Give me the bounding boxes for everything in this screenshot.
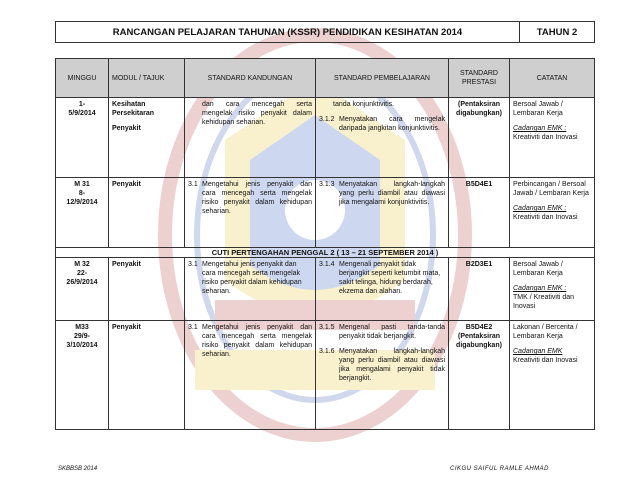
- performance-standard-cell: B5D4E2 (Pentaksiran digabungkan): [449, 321, 510, 429]
- learning-standard-cell: tanda konjunktivitis. 3.1.2 Menyatakan cara mengelak daripada jangkitan konjunktivitis.: [316, 98, 449, 177]
- week-cell: M 31 8- 12/9/2014: [56, 178, 109, 247]
- col-header-learning-standard: STANDARD PEMBELAJARAN: [316, 59, 449, 97]
- content-standard-cell: 3.1 Mengetahui jenis penyakit dan cara mencegah serta mengelak risiko penyakit dalam kehidupan seharian.: [185, 178, 316, 247]
- learning-standard-cell: 3.1.5 Mengenal pasti tanda-tanda penyakit tidak berjangkit. 3.1.6 Menyatakan langkah-langkah yang perlu diambil atau diawasi jika mengalami penyakit tidak berjangkit.: [316, 321, 449, 429]
- performance-standard-cell: B2D3E1: [449, 258, 510, 320]
- module-cell: Penyakit: [109, 178, 185, 247]
- col-header-performance-standard: STANDARD PRESTASI: [449, 59, 510, 97]
- notes-cell: Lakonan / Bercerita / Lembaran Kerja Cadangan EMK Kreativiti dan Inovasi: [513, 324, 578, 364]
- module-cell: Kesihatan Persekitaran Penyakit: [109, 98, 185, 177]
- lesson-plan-table: [55, 58, 595, 430]
- col-header-week: MINGGU: [56, 59, 109, 97]
- title-bar: [55, 21, 595, 43]
- table-row: [56, 178, 594, 248]
- performance-standard-cell: B5D4E1: [449, 178, 510, 247]
- content-standard-cell: 3.1 Mengetahui jenis penyakit dan cara mencegah serta mengelak risiko penyakit dalam kehidupan seharian.: [185, 258, 316, 320]
- week-cell: 1- 5/9/2014: [56, 98, 109, 177]
- table-row: [56, 321, 594, 429]
- learning-standard-cell: 3.1.3 Menyatakan langkah-langkah yang perlu diambil atau diawasi jika mengalami konjunktivitis.: [316, 178, 449, 247]
- footer-author: CIKGU SAIFUL RAMLE AHMAD: [450, 466, 550, 472]
- week-cell: M33 29/9- 3/10/2014: [56, 321, 109, 429]
- module-cell: Penyakit: [109, 258, 185, 320]
- learning-standard-cell: 3.1.4 Mengenali penyakit tidak berjangkit seperti ketumbit mata, sakit telinga, hidung berdarah, ekzema dan alahan.: [316, 258, 449, 320]
- performance-standard-cell: (Pentaksiran digabungkan): [449, 98, 510, 177]
- notes-cell: Bersoal Jawab / Lembaran Kerja Cadangan EMK : Kreativiti dan Inovasi: [513, 101, 578, 141]
- col-header-module: MODUL / TAJUK: [109, 59, 185, 97]
- module-cell: Penyakit: [109, 321, 185, 429]
- table-header-row: [56, 59, 594, 98]
- notes-cell: Bersoal Jawab / Lembaran Kerja Cadangan EMK : TMK / Kreativiti dan Inovasi: [513, 261, 575, 310]
- footer-school-code: SKBBSB 2014: [58, 466, 98, 472]
- table-row: [56, 98, 594, 178]
- content-standard-cell: dan cara mencegah serta mengelak risiko penyakit dalam kehidupan seharian.: [185, 98, 316, 177]
- col-header-notes: CATATAN: [536, 74, 568, 82]
- week-cell: M 32 22- 26/9/2014: [56, 258, 109, 320]
- col-header-content-standard: STANDARD KANDUNGAN: [185, 59, 316, 97]
- notes-cell: Perbincangan / Bersoal Jawab / Lembaran Kerja Cadangan EMK : Kreativiti dan Inovasi: [513, 181, 589, 221]
- document-title: RANCANGAN PELAJARAN TAHUNAN (KSSR) PENDIDIKAN KESIHATAN 2014: [112, 26, 463, 38]
- table-row: [56, 258, 594, 321]
- year-label: TAHUN 2: [519, 22, 594, 42]
- content-standard-cell: 3.1 Mengetahui jenis penyakit dan cara mencegah serta mengelak risiko penyakit dalam kehidupan seharian.: [185, 321, 316, 429]
- holiday-break-row: CUTI PERTENGAHAN PENGGAL 2 ( 13 – 21 SEPTEMBER 2014 ): [56, 248, 594, 258]
